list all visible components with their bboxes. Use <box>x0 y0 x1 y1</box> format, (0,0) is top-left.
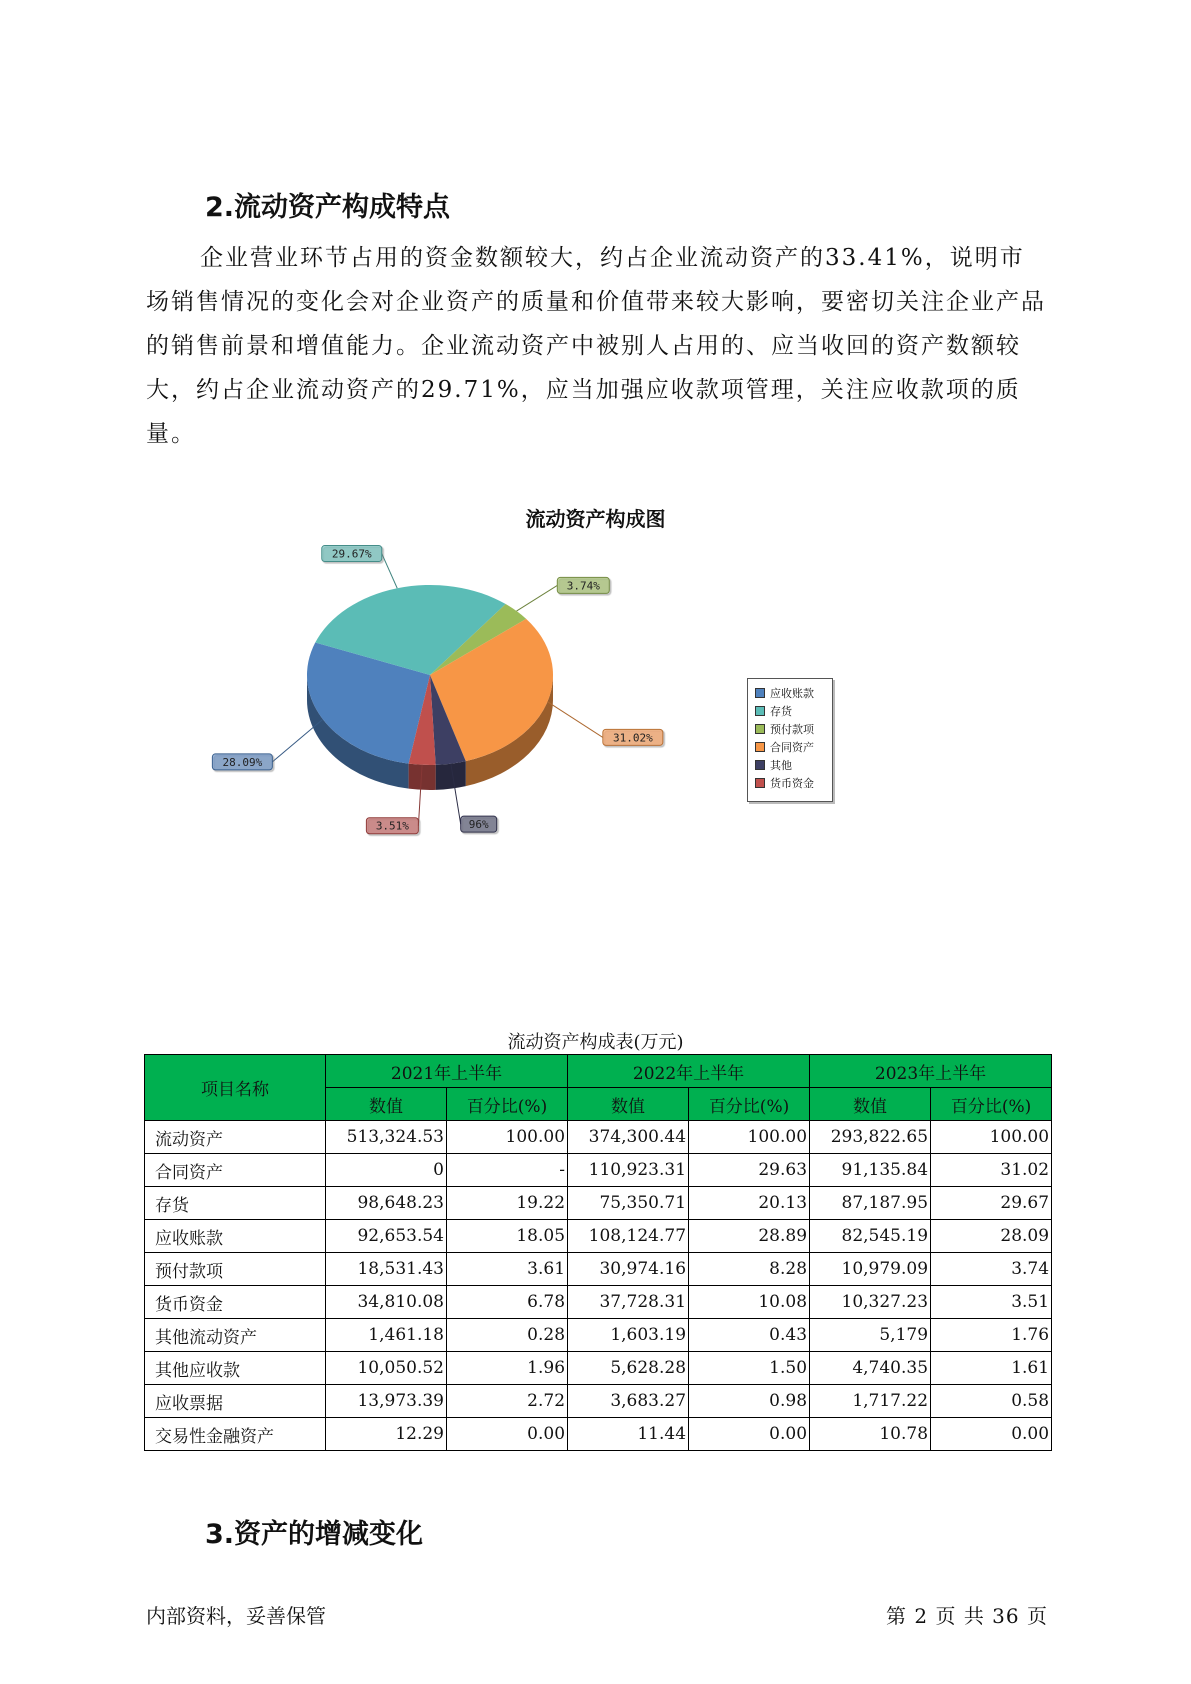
table-row <box>145 1121 1052 1154</box>
cell-value: 374,300.44 <box>568 1121 689 1154</box>
legend-label: 应收账款 <box>770 687 814 700</box>
cell-percent: 29.63 <box>689 1154 810 1187</box>
label-leader-line <box>547 702 602 738</box>
legend-swatch <box>755 742 765 752</box>
pie-top <box>307 585 553 765</box>
cell-value: 30,974.16 <box>568 1253 689 1286</box>
cell-value: 10,050.52 <box>326 1352 447 1385</box>
cell-percent: 10.08 <box>689 1286 810 1319</box>
legend-swatch <box>755 760 765 770</box>
label-leader-line <box>517 585 558 611</box>
cell-percent: 1.96 <box>447 1352 568 1385</box>
cell-value: 293,822.65 <box>810 1121 931 1154</box>
table-row <box>145 1154 1052 1187</box>
cell-percent: 18.05 <box>447 1220 568 1253</box>
cell-value: 91,135.84 <box>810 1154 931 1187</box>
cell-percent: 6.78 <box>447 1286 568 1319</box>
legend-item <box>755 738 832 756</box>
cell-value: 82,545.19 <box>810 1220 931 1253</box>
legend-swatch <box>755 724 765 734</box>
legend-label: 合同资产 <box>770 741 814 754</box>
footer-left: 内部资料，妥善保管 <box>146 1604 326 1628</box>
data-label: 29.67% <box>331 547 372 561</box>
cell-percent: 8.28 <box>689 1253 810 1286</box>
header-percent: 百分比(%) <box>931 1088 1052 1121</box>
row-label: 其他流动资产 <box>145 1319 326 1352</box>
row-label: 预付款项 <box>145 1253 326 1286</box>
header-value: 数值 <box>810 1088 931 1121</box>
cell-value: 10.78 <box>810 1418 931 1451</box>
table-row <box>145 1319 1052 1352</box>
cell-percent: 28.09 <box>931 1220 1052 1253</box>
header-value: 数值 <box>326 1088 447 1121</box>
data-label: 31.02% <box>612 731 653 745</box>
cell-value: 513,324.53 <box>326 1121 447 1154</box>
cell-percent: 100.00 <box>931 1121 1052 1154</box>
header-year-2021: 2021年上半年 <box>326 1055 568 1088</box>
legend-swatch <box>755 688 765 698</box>
data-label: 28.09% <box>222 755 263 769</box>
cell-value: 75,350.71 <box>568 1187 689 1220</box>
section-2-title: 2.流动资产构成特点 <box>205 192 451 223</box>
data-label: 3.51% <box>375 819 409 833</box>
cell-percent: - <box>447 1154 568 1187</box>
row-label: 应收票据 <box>145 1385 326 1418</box>
cell-percent: 0.98 <box>689 1385 810 1418</box>
row-label: 应收账款 <box>145 1220 326 1253</box>
legend-item <box>755 702 832 720</box>
cell-value: 37,728.31 <box>568 1286 689 1319</box>
cell-percent: 100.00 <box>689 1121 810 1154</box>
cell-value: 5,628.28 <box>568 1352 689 1385</box>
cell-percent: 3.74 <box>931 1253 1052 1286</box>
cell-percent: 0.28 <box>447 1319 568 1352</box>
legend-item <box>755 684 832 702</box>
cell-value: 4,740.35 <box>810 1352 931 1385</box>
legend-item <box>755 756 832 774</box>
row-label: 存货 <box>145 1187 326 1220</box>
assets-table <box>144 1054 1052 1451</box>
footer-page-number: 第 2 页 共 36 页 <box>886 1604 1048 1628</box>
legend-item <box>755 720 832 738</box>
header-year-2023: 2023年上半年 <box>810 1055 1052 1088</box>
cell-percent: 1.61 <box>931 1352 1052 1385</box>
cell-percent: 1.76 <box>931 1319 1052 1352</box>
label-leader-line <box>272 719 323 762</box>
cell-percent: 2.72 <box>447 1385 568 1418</box>
label-leader-line <box>382 554 397 589</box>
cell-value: 1,461.18 <box>326 1319 447 1352</box>
table-row <box>145 1385 1052 1418</box>
cell-value: 3,683.27 <box>568 1385 689 1418</box>
cell-value: 1,717.22 <box>810 1385 931 1418</box>
header-percent: 百分比(%) <box>689 1088 810 1121</box>
table-row <box>145 1220 1052 1253</box>
cell-percent: 19.22 <box>447 1187 568 1220</box>
cell-percent: 0.58 <box>931 1385 1052 1418</box>
data-label: 3.74% <box>566 579 600 593</box>
table-row <box>145 1187 1052 1220</box>
cell-percent: 31.02 <box>931 1154 1052 1187</box>
table-row <box>145 1418 1052 1451</box>
header-value: 数值 <box>568 1088 689 1121</box>
cell-value: 18,531.43 <box>326 1253 447 1286</box>
legend-label: 存货 <box>770 705 792 718</box>
cell-value: 12.29 <box>326 1418 447 1451</box>
header-percent: 百分比(%) <box>447 1088 568 1121</box>
legend-item <box>755 774 832 792</box>
table-row <box>145 1286 1052 1319</box>
cell-value: 110,923.31 <box>568 1154 689 1187</box>
cell-percent: 3.61 <box>447 1253 568 1286</box>
cell-value: 10,979.09 <box>810 1253 931 1286</box>
cell-percent: 0.00 <box>931 1418 1052 1451</box>
cell-value: 34,810.08 <box>326 1286 447 1319</box>
cell-percent: 0.00 <box>447 1418 568 1451</box>
cell-value: 13,973.39 <box>326 1385 447 1418</box>
table-row <box>145 1253 1052 1286</box>
row-label: 货币资金 <box>145 1286 326 1319</box>
row-label: 交易性金融资产 <box>145 1418 326 1451</box>
chart-title: 流动资产构成图 <box>525 507 666 531</box>
cell-value: 10,327.23 <box>810 1286 931 1319</box>
cell-value: 108,124.77 <box>568 1220 689 1253</box>
cell-percent: 20.13 <box>689 1187 810 1220</box>
cell-value: 92,653.54 <box>326 1220 447 1253</box>
cell-value: 5,179 <box>810 1319 931 1352</box>
legend-swatch <box>755 778 765 788</box>
legend-label: 货币资金 <box>770 777 814 790</box>
row-label: 流动资产 <box>145 1121 326 1154</box>
cell-value: 0 <box>326 1154 447 1187</box>
data-label: 96% <box>468 818 489 832</box>
cell-value: 1,603.19 <box>568 1319 689 1352</box>
legend-label: 预付款项 <box>770 723 814 736</box>
legend-label: 其他 <box>770 759 792 772</box>
header-year-2022: 2022年上半年 <box>568 1055 810 1088</box>
cell-value: 98,648.23 <box>326 1187 447 1220</box>
cell-percent: 0.43 <box>689 1319 810 1352</box>
section-3-title: 3.资产的增减变化 <box>205 1519 424 1550</box>
cell-percent: 100.00 <box>447 1121 568 1154</box>
cell-percent: 0.00 <box>689 1418 810 1451</box>
cell-value: 87,187.95 <box>810 1187 931 1220</box>
header-item-name: 项目名称 <box>145 1055 326 1121</box>
cell-percent: 29.67 <box>931 1187 1052 1220</box>
cell-percent: 3.51 <box>931 1286 1052 1319</box>
cell-percent: 28.89 <box>689 1220 810 1253</box>
row-label: 合同资产 <box>145 1154 326 1187</box>
cell-percent: 1.50 <box>689 1352 810 1385</box>
paragraph-text: 企业营业环节占用的资金数额较大，约占企业流动资产的33.41%，说明市场销售情况的变化会对企业资产的质量和价值带来较大影响，要密切关注企业产品的销售前景和增值能力。企业流动资产中被别人占用的、应当收回的资产数额较大，约占企业流动资产的29.71%，应当加强应收款项管理，关注应收款项的质量。 <box>146 245 1046 447</box>
cell-value: 11.44 <box>568 1418 689 1451</box>
table-caption: 流动资产构成表(万元) <box>507 1032 684 1053</box>
legend-swatch <box>755 706 765 716</box>
chart-legend <box>747 678 833 802</box>
table-row <box>145 1352 1052 1385</box>
row-label: 其他应收款 <box>145 1352 326 1385</box>
